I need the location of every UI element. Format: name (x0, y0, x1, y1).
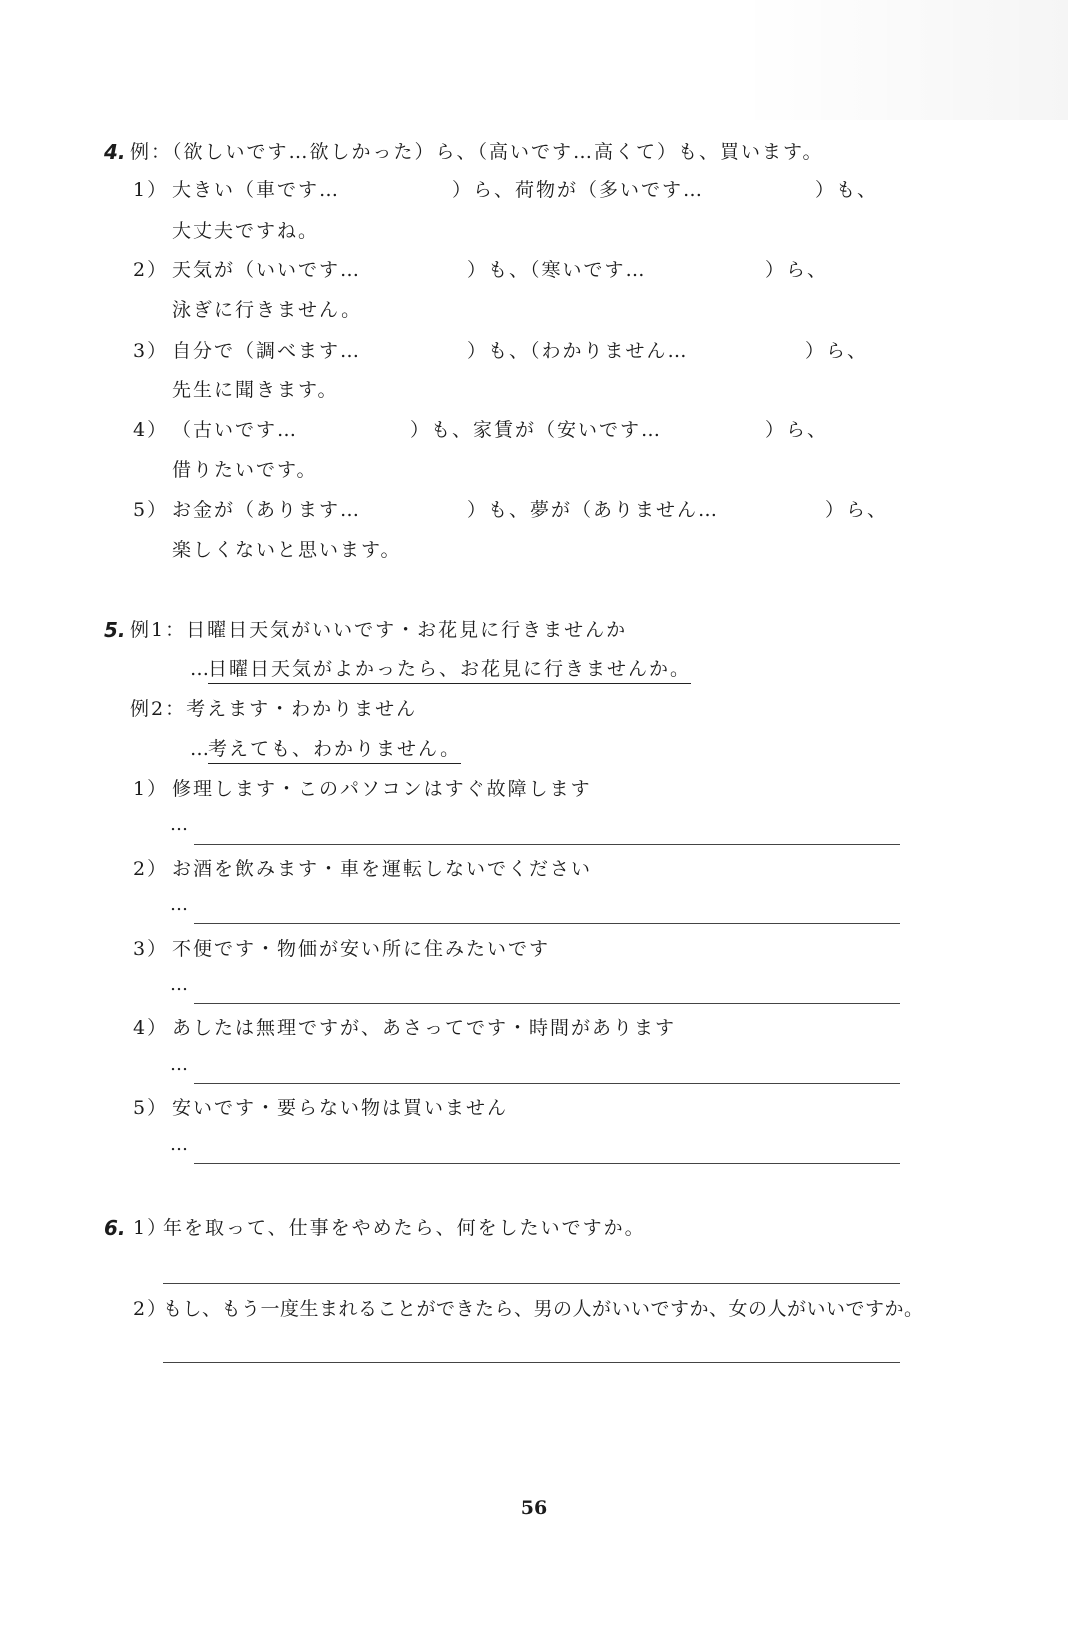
answer-dots: … (170, 1134, 188, 1155)
answer-line[interactable] (194, 844, 900, 845)
item-text: お金が（あります… (172, 499, 362, 521)
item-label: 2） (133, 1298, 169, 1320)
item-text: 不便です・物価が安い所に住みたいです (172, 938, 551, 960)
example-1-answer: 日曜日天気がよかったら、お花見に行きませんか。 (208, 657, 691, 684)
answer-dots: … (170, 814, 188, 835)
answer-dots: … (170, 974, 188, 995)
item-label: 1） (133, 1217, 169, 1239)
item-label: 5） (133, 1097, 169, 1119)
answer-dots: … (170, 894, 188, 915)
item-text: ）も、家賃が（安いです… (410, 419, 663, 441)
item-text: （古いです… (172, 419, 299, 441)
item-text: あしたは無理ですが、あさってです・時間があります (172, 1017, 677, 1039)
answer-line[interactable] (163, 1283, 900, 1284)
answer-line[interactable] (194, 923, 900, 924)
item-text: ）も、夢が（ありません… (467, 499, 720, 521)
item-text: 天気が（いいです… (172, 259, 362, 281)
item-label: 1） (133, 179, 169, 201)
example-2-answer: 考えても、わかりません。 (208, 737, 461, 764)
item-continuation: 大丈夫ですね。 (172, 220, 320, 242)
answer-line[interactable] (194, 1083, 900, 1084)
item-text: ）も、 (815, 179, 879, 201)
answer-line[interactable] (194, 1163, 900, 1164)
page-number: 56 (520, 1497, 548, 1519)
item-label: 2） (133, 259, 169, 281)
item-label: 3） (133, 938, 169, 960)
item-text: ）も、（わかりません… (467, 340, 689, 362)
example-2-answer-prefix: … (190, 738, 211, 760)
section-number: 4. (104, 140, 126, 164)
item-continuation: 泳ぎに行きません。 (172, 299, 363, 321)
example-1-prompt: 例1：日曜日天気がいいです・お花見に行きませんか (130, 619, 628, 641)
item-text: 自分で（調べます… (172, 340, 362, 362)
item-continuation: 先生に聞きます。 (172, 379, 339, 401)
answer-line[interactable] (194, 1003, 900, 1004)
item-label: 2） (133, 858, 169, 880)
example-1-answer-prefix: … (190, 658, 211, 680)
item-text: 修理します・このパソコンはすぐ故障します (172, 778, 592, 800)
answer-line[interactable] (163, 1362, 900, 1363)
item-text: ）ら、 (825, 499, 889, 521)
item-label: 5） (133, 499, 169, 521)
question-text: もし、もう一度生まれることができたら、男の人がいいですか、女の人がいいですか。 (163, 1298, 924, 1320)
item-label: 4） (133, 419, 169, 441)
item-text: ）ら、荷物が（多いです… (452, 179, 705, 201)
scan-shading (738, 0, 1068, 120)
item-text: ）ら、 (765, 259, 829, 281)
answer-dots: … (170, 1054, 188, 1075)
question-text: 年を取って、仕事をやめたら、何をしたいですか。 (163, 1217, 646, 1239)
item-label: 1） (133, 778, 169, 800)
item-text: 安いです・要らない物は買いません (172, 1097, 509, 1119)
example-sentence: 例：（欲しいです…欲しかった）ら、（高いです…高くて）も、買います。 (130, 141, 824, 163)
item-label: 3） (133, 340, 169, 362)
example-2-prompt: 例2：考えます・わかりません (130, 698, 418, 720)
item-continuation: 借りたいです。 (172, 459, 318, 481)
item-text: お酒を飲みます・車を運転しないでください (172, 858, 593, 880)
item-label: 4） (133, 1017, 169, 1039)
item-text: 大きい（車です… (172, 179, 341, 201)
item-continuation: 楽しくないと思います。 (172, 539, 402, 561)
item-text: ）も、（寒いです… (467, 259, 647, 281)
item-text: ）ら、 (765, 419, 829, 441)
section-number: 6. (104, 1216, 126, 1240)
section-number: 5. (104, 618, 126, 642)
item-text: ）ら、 (805, 340, 869, 362)
